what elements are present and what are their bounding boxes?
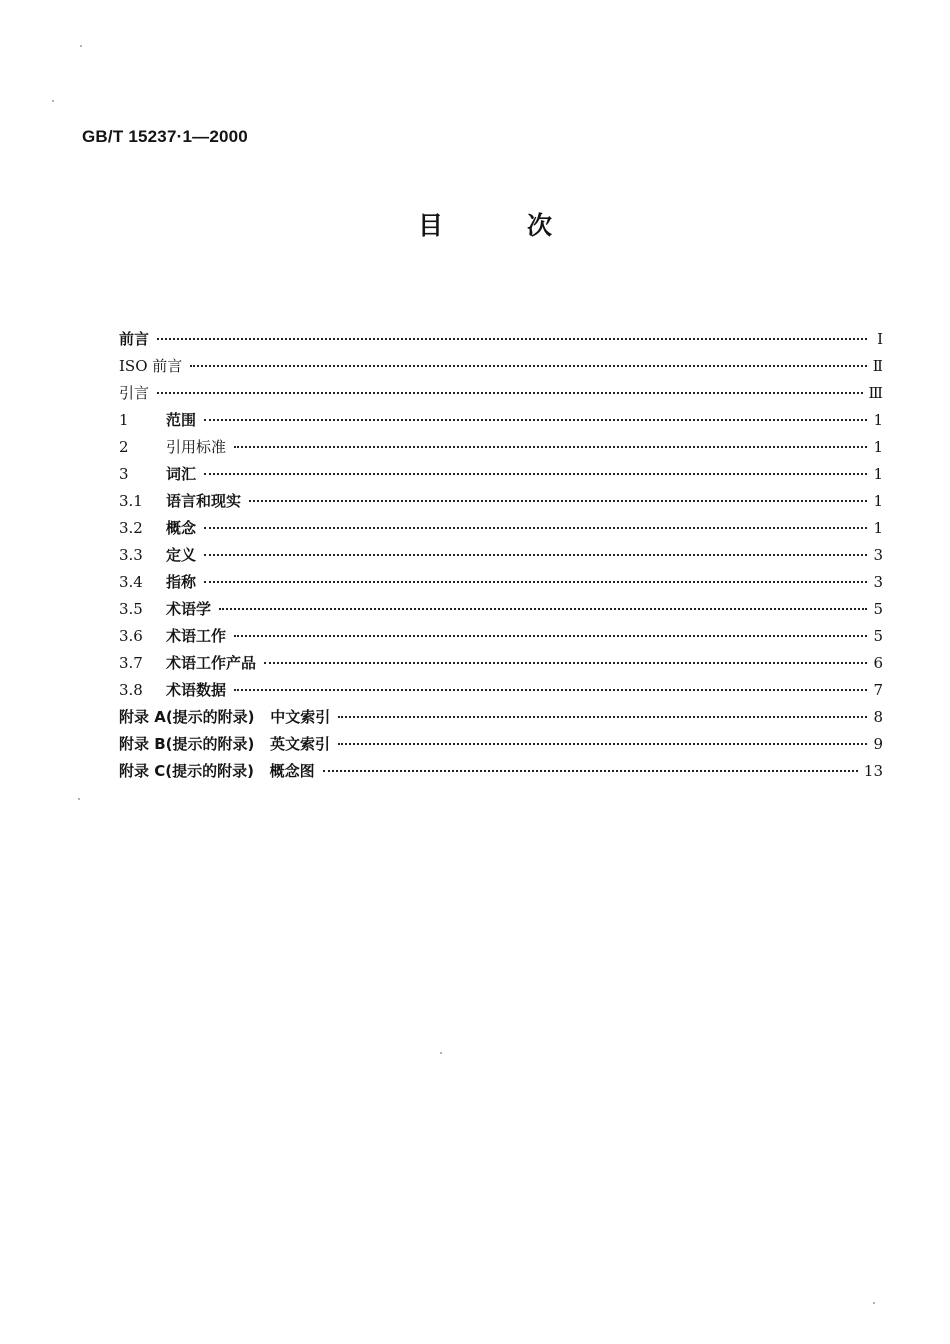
toc-section-number: 3.8 bbox=[119, 681, 143, 699]
leader-dots bbox=[249, 500, 867, 502]
toc-page-number: 7 bbox=[873, 681, 883, 699]
leader-dots bbox=[204, 554, 867, 556]
toc-label: 范围 bbox=[166, 411, 197, 429]
toc-label: 前言 bbox=[119, 330, 150, 348]
toc-title-char-2: 次 bbox=[527, 211, 553, 240]
toc-label: 指称 bbox=[166, 573, 197, 591]
scan-speck bbox=[52, 100, 54, 102]
toc-label: 术语工作产品 bbox=[166, 654, 257, 672]
toc-entry-3-2[interactable] bbox=[119, 515, 883, 542]
toc-section-number: 3 bbox=[119, 465, 129, 483]
leader-dots bbox=[234, 689, 867, 691]
toc-page-number: 5 bbox=[873, 600, 883, 618]
toc-page-number: 1 bbox=[873, 438, 883, 456]
toc-page-number: 5 bbox=[873, 627, 883, 645]
toc-section-number: 3.7 bbox=[119, 654, 143, 672]
toc-page-number: 3 bbox=[873, 573, 883, 591]
toc-entry-3-3[interactable] bbox=[119, 542, 883, 569]
leader-dots bbox=[219, 608, 867, 610]
scan-speck bbox=[78, 798, 80, 800]
toc-entry-3-8[interactable] bbox=[119, 677, 883, 704]
toc-page-number: Ⅲ bbox=[868, 384, 883, 402]
scan-speck bbox=[80, 45, 82, 47]
toc-entry-1[interactable] bbox=[119, 407, 883, 434]
toc-entry-foreword[interactable] bbox=[119, 326, 883, 353]
leader-dots bbox=[204, 527, 867, 529]
toc-entry-3-5[interactable] bbox=[119, 596, 883, 623]
toc-title bbox=[418, 206, 552, 242]
toc-entry-appendix-c[interactable] bbox=[119, 758, 883, 785]
toc-entry-appendix-a[interactable] bbox=[119, 704, 883, 731]
toc-page-number: 1 bbox=[873, 519, 883, 537]
toc-entry-3-6[interactable] bbox=[119, 623, 883, 650]
toc-section-number: 3.5 bbox=[119, 600, 143, 618]
toc-label: 引用标准 bbox=[166, 438, 227, 456]
toc-page-number: 1 bbox=[873, 411, 883, 429]
toc-label: 附录 B(提示的附录) 英文索引 bbox=[119, 735, 331, 753]
toc-label: 术语数据 bbox=[166, 681, 227, 699]
toc-label: 术语学 bbox=[166, 600, 212, 618]
leader-dots bbox=[264, 662, 867, 664]
leader-dots bbox=[204, 581, 867, 583]
toc-page-number: 3 bbox=[873, 546, 883, 564]
toc-section-number: 1 bbox=[119, 411, 129, 429]
toc-title-char-1: 目 bbox=[418, 211, 444, 240]
leader-dots bbox=[204, 473, 867, 475]
leader-dots bbox=[234, 635, 867, 637]
toc-section-number: 3.2 bbox=[119, 519, 143, 537]
toc-label: 附录 A(提示的附录) 中文索引 bbox=[119, 708, 331, 726]
toc-section-number: 3.1 bbox=[119, 492, 143, 510]
table-of-contents bbox=[119, 326, 883, 785]
leader-dots bbox=[338, 716, 867, 718]
toc-page-number: I bbox=[877, 330, 883, 348]
toc-label: 语言和现实 bbox=[166, 492, 242, 510]
toc-entry-introduction[interactable] bbox=[119, 380, 883, 407]
toc-label: 概念 bbox=[166, 519, 197, 537]
toc-label: 引言 bbox=[119, 384, 150, 402]
leader-dots bbox=[157, 392, 863, 394]
toc-section-number: 3.4 bbox=[119, 573, 143, 591]
toc-label: 术语工作 bbox=[166, 627, 227, 645]
toc-label: 定义 bbox=[166, 546, 197, 564]
toc-entry-3-7[interactable] bbox=[119, 650, 883, 677]
toc-page-number: 9 bbox=[873, 735, 883, 753]
toc-entry-3-4[interactable] bbox=[119, 569, 883, 596]
leader-dots bbox=[234, 446, 867, 448]
toc-page-number: 13 bbox=[863, 762, 883, 780]
leader-dots bbox=[338, 743, 867, 745]
toc-page-number: 1 bbox=[873, 492, 883, 510]
toc-page-number: 1 bbox=[873, 465, 883, 483]
toc-entry-3-1[interactable] bbox=[119, 488, 883, 515]
toc-label: 附录 C(提示的附录) 概念图 bbox=[119, 762, 315, 780]
scan-speck bbox=[873, 1302, 875, 1304]
leader-dots bbox=[204, 419, 867, 421]
scan-speck bbox=[440, 1052, 442, 1054]
toc-label: 词汇 bbox=[166, 465, 197, 483]
toc-section-number: 3.6 bbox=[119, 627, 143, 645]
leader-dots bbox=[157, 338, 867, 340]
toc-entry-appendix-b[interactable] bbox=[119, 731, 883, 758]
toc-section-number: 2 bbox=[119, 438, 129, 456]
toc-entry-iso-foreword[interactable] bbox=[119, 353, 883, 380]
toc-page-number: Ⅱ bbox=[872, 357, 883, 375]
leader-dots bbox=[190, 365, 867, 367]
leader-dots bbox=[323, 770, 858, 772]
toc-entry-3[interactable] bbox=[119, 461, 883, 488]
standard-code: GB/T 15237·1—2000 bbox=[82, 127, 248, 146]
toc-section-number: 3.3 bbox=[119, 546, 143, 564]
toc-entry-2[interactable] bbox=[119, 434, 883, 461]
toc-label: ISO 前言 bbox=[119, 357, 183, 375]
toc-page-number: 6 bbox=[873, 654, 883, 672]
toc-page-number: 8 bbox=[873, 708, 883, 726]
